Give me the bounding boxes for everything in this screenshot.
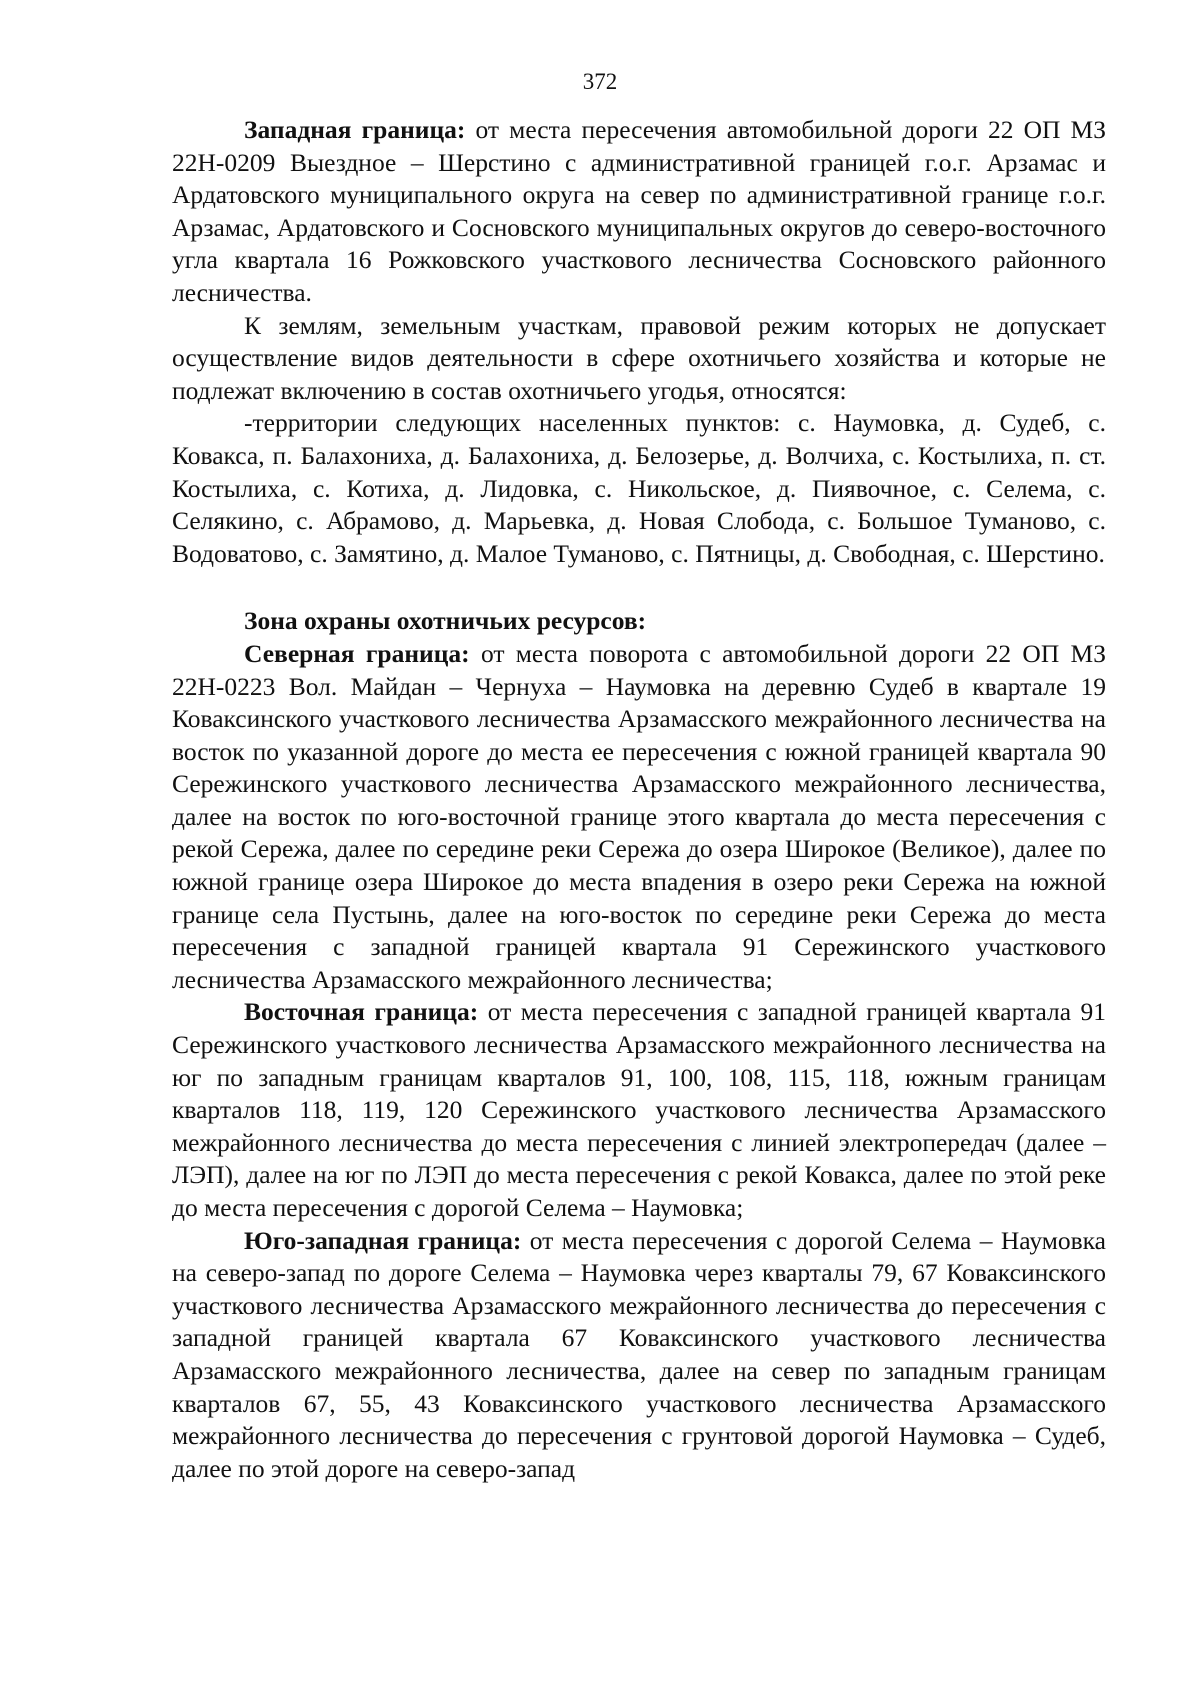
east-border-paragraph [172,996,1106,1224]
north-border-paragraph [172,638,1106,997]
east-border-text: от места пересечения с западной границей квартала 91 Сережинского участкового лесничества Арзамасского межрайонного лесничества на юг по западным границам кварталов 91, 100, 108, 115, 118, южным границам кварталов 118, 119, 120 Сережинского участкового лесничества Арзамасского межрайонного лесничества до места пересечения с линией электропередач (далее – ЛЭП), далее на юг по ЛЭП до места пересечения с рекой Ковакса, далее по этой реке до места пересечения с дорогой Селема – Наумовка; [172,997,1106,1222]
west-border-text: от места пересечения автомобильной дороги 22 ОП МЗ 22Н-0209 Выездное – Шерстино с административной границей г.о.г. Арзамас и Ардатовского муниципального округа на север по административной границе г.о.г. Арзамас, Ардатовского и Сосновского муниципальных округов до северо-восточного угла квартала 16 Рожковского участкового лесничества Сосновского районного лесничества. [172,115,1106,307]
lands-intro-paragraph: К землям, земельным участкам, правовой режим которых не допускает осуществление видов деятельности в сфере охотничьего хозяйства и которые не подлежат включению в состав охотничьего угодья, относятся: [172,310,1106,405]
document-body [172,114,1106,1485]
east-border-label: Восточная граница: [244,997,479,1027]
southwest-border-paragraph [172,1225,1106,1486]
protection-zone-heading: Зона охраны охотничьих ресурсов: [244,606,647,636]
north-border-text: от места поворота с автомобильной дороги 22 ОП МЗ 22Н-0223 Вол. Майдан – Чернуха – Наумовка на деревню Судеб в квартале 19 Коваксинского участкового лесничества Арзамасского межрайонного лесничества на восток по указанной дороге до места ее пересечения с южной границей квартала 90 Сережинского участкового лесничества Арзамасского межрайонного лесничества, далее на восток по юго-восточной границе этого квартала до места пересечения с рекой Сережа, далее по середине реки Сережа до озера Широкое (Великое), далее по южной границе озера Широкое до места впадения в озеро реки Сережа на южной границе села Пустынь, далее на юго-восток по середине реки Сережа до места пересечения с западной границей квартала 91 Сережинского участкового лесничества Арзамасского межрайонного лесничества; [172,638,1106,994]
north-border-label: Северная граница: [244,638,470,668]
southwest-border-label: Юго-западная граница: [244,1225,522,1255]
settlements-paragraph: -территории следующих населенных пунктов: с. Наумовка, д. Судеб, с. Ковакса, п. Балахониха, д. Балахониха, д. Белозерье, д. Волчиха, с. Костылиха, п. ст. Костылиха, с. Котиха, д. Лидовка, с. Никольское, д. Пиявочное, с. Селема, с. Селякино, с. Абрамово, д. Марьевка, д. Новая Слобода, с. Большое Туманово, с. Водоватово, с. Замятино, д. Малое Туманово, с. Пятницы, д. Свободная, с. Шерстино. [172,408,1106,568]
west-border-paragraph [172,114,1106,310]
west-border-label: Западная граница: [244,115,466,144]
page-number: 372 [582,69,618,94]
southwest-border-text: от места пересечения с дорогой Селема – Наумовка на северо-запад по дороге Селема – Наумовка через кварталы 79, 67 Коваксинского участкового лесничества Арзамасского межрайонного лесничества до пересечения с западной границей квартала 67 Коваксинского участкового лесничества Арзамасского межрайонного лесничества, далее на север по западным границам кварталов 67, 55, 43 Коваксинского участкового лесничества Арзамасского межрайонного лесничества до пересечения с грунтовой дорогой Наумовка – Судеб, далее по этой дороге на северо-запад [172,1225,1106,1483]
